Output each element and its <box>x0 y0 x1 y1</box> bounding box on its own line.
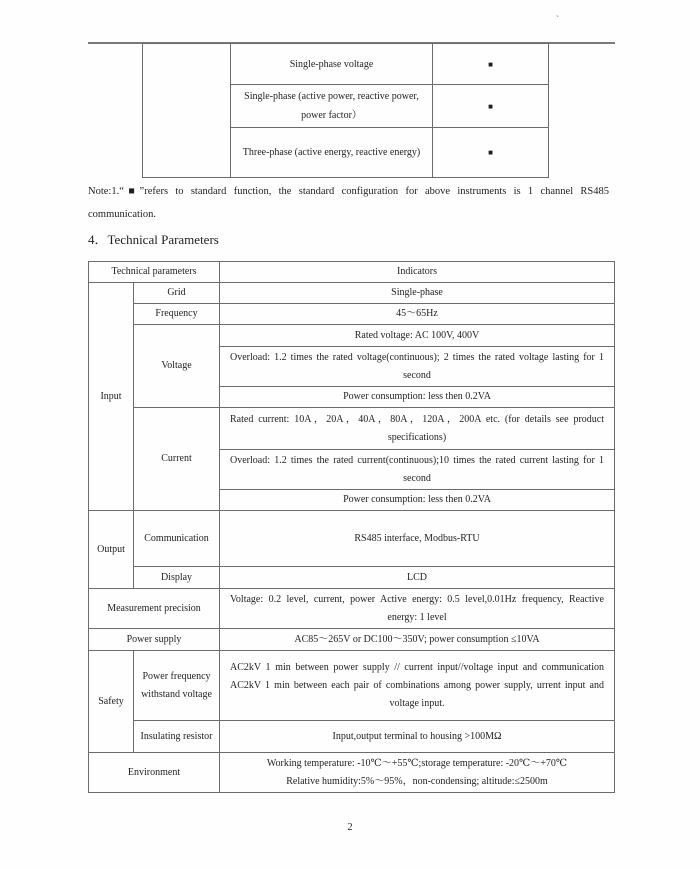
indicator-withstand-voltage: AC2kV 1 min between power supply // current input//voltage input and communication AC2kV 1 min between each pair of combinations among power supply, urrent input and voltage input. <box>220 651 615 721</box>
table-row <box>89 753 615 793</box>
function-name: Single-phase voltage <box>231 44 433 85</box>
function-name: Single-phase (active power, reactive power, power factor） <box>231 85 433 128</box>
table-row <box>89 567 615 589</box>
table-row <box>89 511 615 567</box>
table-row <box>89 651 615 721</box>
param-voltage: Voltage <box>134 325 220 408</box>
param-withstand-voltage: Power frequency withstand voltage <box>134 651 220 721</box>
param-current: Current <box>134 408 220 511</box>
table-row <box>89 304 615 325</box>
indicator-frequency: 45～65Hz <box>220 304 615 325</box>
group-input: Input <box>89 283 134 511</box>
indicator-voltage-overload: Overload: 1.2 times the rated voltage(continuous); 2 times the rated voltage lasting for 1 second <box>220 347 615 387</box>
table-row <box>89 408 615 450</box>
table-row <box>89 629 615 651</box>
technical-parameters-table <box>88 261 615 793</box>
standard-function-square: ■ <box>433 44 549 85</box>
table-row <box>89 325 615 347</box>
indicator-environment <box>220 753 615 793</box>
group-safety: Safety <box>89 651 134 753</box>
standard-function-square: ■ <box>433 128 549 178</box>
table-row <box>89 589 615 629</box>
param-frequency: Frequency <box>134 304 220 325</box>
page-number: 2 <box>347 822 353 833</box>
indicator-insulating-resistor: Input,output terminal to housing >100MΩ <box>220 721 615 753</box>
function-name: Three-phase (active energy, reactive energy) <box>231 128 433 178</box>
indicator-voltage-rated: Rated voltage: AC 100V, 400V <box>220 325 615 347</box>
stray-mark: ` <box>556 14 559 24</box>
indicator-current-rated: Rated current: 10A，20A，40A，80A，120A，200A etc. (for details see product specifications) <box>220 408 615 450</box>
function-table-empty-cell <box>143 44 231 178</box>
indicator-grid: Single-phase <box>220 283 615 304</box>
table-row <box>143 44 549 85</box>
section-heading: 4．Technical Parameters <box>88 232 219 247</box>
indicator-voltage-power-consumption: Power consumption: less then 0.2VA <box>220 387 615 408</box>
standard-function-square: ■ <box>433 85 549 128</box>
indicator-environment-line2: Relative humidity:5%～95%，non-condensing; altitude:≤2500m <box>286 775 548 787</box>
param-insulating-resistor: Insulating resistor <box>134 721 220 753</box>
indicator-measurement-precision: Voltage: 0.2 level, current, power Active energy: 0.5 level,0.01Hz frequency, Reactive energy: 1 level <box>220 589 615 629</box>
table-row <box>89 262 615 283</box>
param-communication: Communication <box>134 511 220 567</box>
table-row <box>89 721 615 753</box>
header-technical-parameters: Technical parameters <box>89 262 220 283</box>
group-output: Output <box>89 511 134 589</box>
table-row <box>89 283 615 304</box>
indicator-communication: RS485 interface, Modbus-RTU <box>220 511 615 567</box>
indicator-current-overload: Overload: 1.2 times the rated current(continuous);10 times the rated current lasting for 1 second <box>220 450 615 490</box>
indicator-environment-line1: Working temperature: -10℃～+55℃;storage temperature: -20℃～+70℃ <box>266 757 568 769</box>
param-power-supply: Power supply <box>89 629 220 651</box>
param-grid: Grid <box>134 283 220 304</box>
param-display: Display <box>134 567 220 589</box>
param-environment: Environment <box>89 753 220 793</box>
indicator-current-power-consumption: Power consumption: less then 0.2VA <box>220 490 615 511</box>
header-indicators: Indicators <box>220 262 615 283</box>
indicator-display: LCD <box>220 567 615 589</box>
indicator-power-supply: AC85～265V or DC100～350V; power consumption ≤10VA <box>220 629 615 651</box>
function-table <box>142 43 549 178</box>
param-measurement-precision: Measurement precision <box>89 589 220 629</box>
note-text: Note:1.“■”refers to standard function, the standard configuration for above instruments is 1 channel RS485 communication. <box>88 186 609 220</box>
